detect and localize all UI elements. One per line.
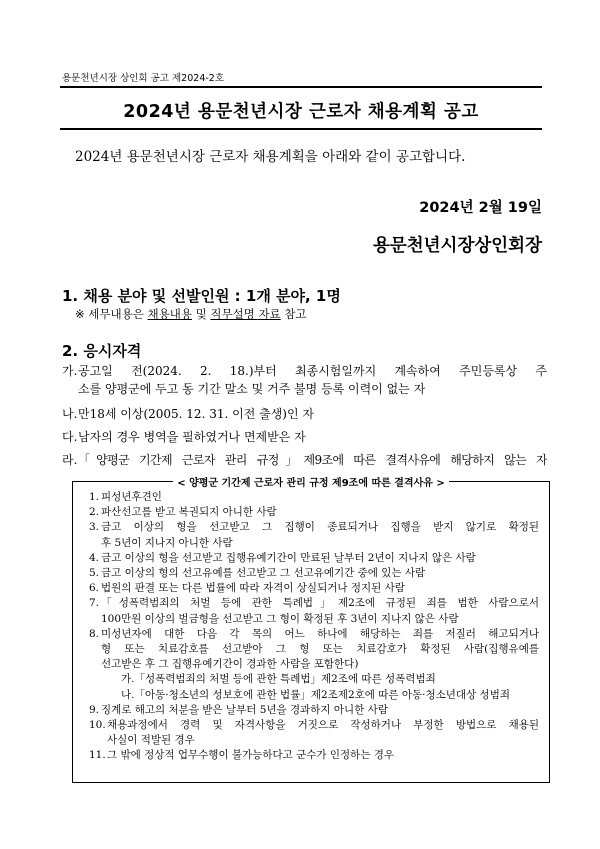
item-number: 10.: [89, 719, 106, 732]
item-text: 「성폭력범죄의 처벌 등에 관한 특례법」제2조에 규정된 죄를 범한 사람으로서: [101, 597, 539, 610]
item-number: 7.: [89, 597, 100, 610]
item-text: 100만원 이상의 벌금형을 선고받고 그 형이 확정된 후 3년이 지나지 않은 사람: [101, 612, 459, 625]
disqualification-item: [89, 520, 539, 550]
item-text: 미성년자에 대한 다음 각 목의 어느 하나에 해당하는 죄를 저질러 해고되거나: [101, 627, 539, 640]
disqualification-item: [89, 703, 539, 718]
disqualification-list: [89, 490, 539, 764]
disqualification-item: [89, 627, 539, 673]
disqualification-box: [72, 478, 550, 783]
disqualification-item: [89, 581, 539, 596]
item-number: 5.: [89, 567, 100, 580]
disqualification-item: [89, 718, 539, 748]
item-text: 법원의 판결 또는 다른 법률에 따라 자격이 상실되거나 정지된 사람: [101, 582, 405, 595]
item-text: 금고 이상의 형의 선고유예를 선고받고 그 선고유예기간 중에 있는 사람: [101, 567, 426, 580]
disqualification-subitem: [89, 688, 539, 703]
requirement-item: [62, 362, 547, 398]
disqualification-item: [89, 551, 539, 566]
item-number: 6.: [89, 582, 100, 595]
requirement-marker: 다.: [62, 430, 78, 444]
requirement-marker: 라.: [62, 453, 78, 467]
item-text: 징계로 해고의 처분을 받은 날부터 5년을 경과하지 아니한 사람: [101, 703, 388, 716]
item-text: 그 밖에 정상적 업무수행이 불가능하다고 군수가 인정하는 경우: [107, 749, 395, 762]
item-text: 채용과정에서 경력 및 자격사항을 거짓으로 작성하거나 부정한 방법으로 채용된: [107, 719, 539, 732]
announcement-date: 2024년 2월 19일: [419, 200, 542, 216]
requirement-text-cont: 소를 양평군에 두고 동 기간 말소 및 거주 불명 등록 이력이 없는 자: [78, 382, 426, 396]
item-text: 사실이 적발된 경우: [107, 734, 195, 747]
disqualification-item: [89, 505, 539, 520]
requirement-marker: 나.: [62, 407, 78, 421]
note-suffix: 참고: [280, 307, 307, 321]
item-number: 3.: [89, 521, 100, 534]
note-mid: 및: [191, 307, 211, 321]
requirement-marker: 가.: [62, 364, 78, 378]
requirement-text: 「양평군 기간제 근로자 관리 규정」제9조에 따른 결격사유에 해당하지 않는 자: [78, 453, 547, 467]
document-number: 용문천년시장 상인회 공고 제2024-2호: [62, 73, 225, 84]
box-title: < 양평군 기간제 근로자 관리 규정 제9조에 따른 결격사유 >: [73, 474, 549, 489]
disqualification-item: [89, 596, 539, 626]
disqualification-subitem: [89, 672, 539, 687]
page-title: 2024년 용문천년시장 근로자 채용계획 공고: [123, 102, 479, 122]
section1-heading: 1. 채용 분야 및 선발인원 : 1개 분야, 1명: [62, 287, 341, 305]
item-number: 11.: [89, 749, 106, 762]
note-prefix: ※ 세무내용은: [75, 307, 148, 321]
item-text: 형 또는 치료감호를 선고받아 그 형 또는 치료감호가 확정된 사람(집행유예를: [101, 643, 539, 656]
disqualification-item: [89, 566, 539, 581]
title-rule-top: [60, 86, 542, 88]
requirement-item: [62, 405, 547, 423]
disqualification-item: [89, 748, 539, 763]
requirement-item: [62, 428, 547, 446]
section1-note: [75, 306, 307, 322]
title-rule-bottom: [60, 128, 542, 130]
item-text: 파산선고를 받고 복권되지 아니한 사람: [101, 506, 277, 519]
requirement-text: 만18세 이상(2005. 12. 31. 이전 출생)인 자: [78, 407, 314, 421]
item-text: 금고 이상의 형을 선고받고 그 집행이 종료되거나 집행을 받지 않기로 확정된: [101, 521, 539, 534]
item-number: 2.: [89, 506, 100, 519]
item-text: 가.「성폭력범죄의 처벌 등에 관한 특례법」제2조에 따른 성폭력범죄: [121, 673, 436, 686]
organization-name: 용문천년시장상인회장: [372, 236, 542, 256]
item-text: 피성년후견인: [101, 491, 162, 503]
requirement-item: [62, 451, 547, 469]
item-text: 선고받은 후 그 집행유예기간이 경과한 사람을 포함한다): [101, 658, 359, 671]
item-number: 1.: [89, 491, 100, 503]
item-text: 금고 이상의 형을 선고받고 집행유예기간이 만료된 날부터 2년이 지나지 않은 사람: [101, 551, 476, 564]
note-link-job-description[interactable]: 직무설명 자료: [210, 307, 281, 321]
item-number: 9.: [89, 703, 100, 716]
item-number: 8.: [89, 627, 100, 640]
item-text: 후 5년이 지나지 아니한 사람: [101, 536, 233, 549]
intro-text: 2024년 용문천년시장 근로자 채용계획을 아래와 같이 공고합니다.: [75, 149, 466, 165]
note-link-recruit-details[interactable]: 채용내용: [147, 307, 192, 321]
item-text: 나.「아동·청소년의 성보호에 관한 법률」제2조제2호에 따른 아동·청소년대상 성범죄: [121, 688, 510, 701]
requirement-text: 남자의 경우 병역을 필하였거나 면제받은 자: [78, 430, 306, 444]
item-number: 4.: [89, 551, 100, 564]
section2-heading: 2. 응시자격: [62, 342, 142, 360]
disqualification-item: [89, 490, 539, 505]
requirement-text: 공고일 전(2024. 2. 18.)부터 최종시험일까지 계속하여 주민등록상 주: [78, 364, 547, 378]
